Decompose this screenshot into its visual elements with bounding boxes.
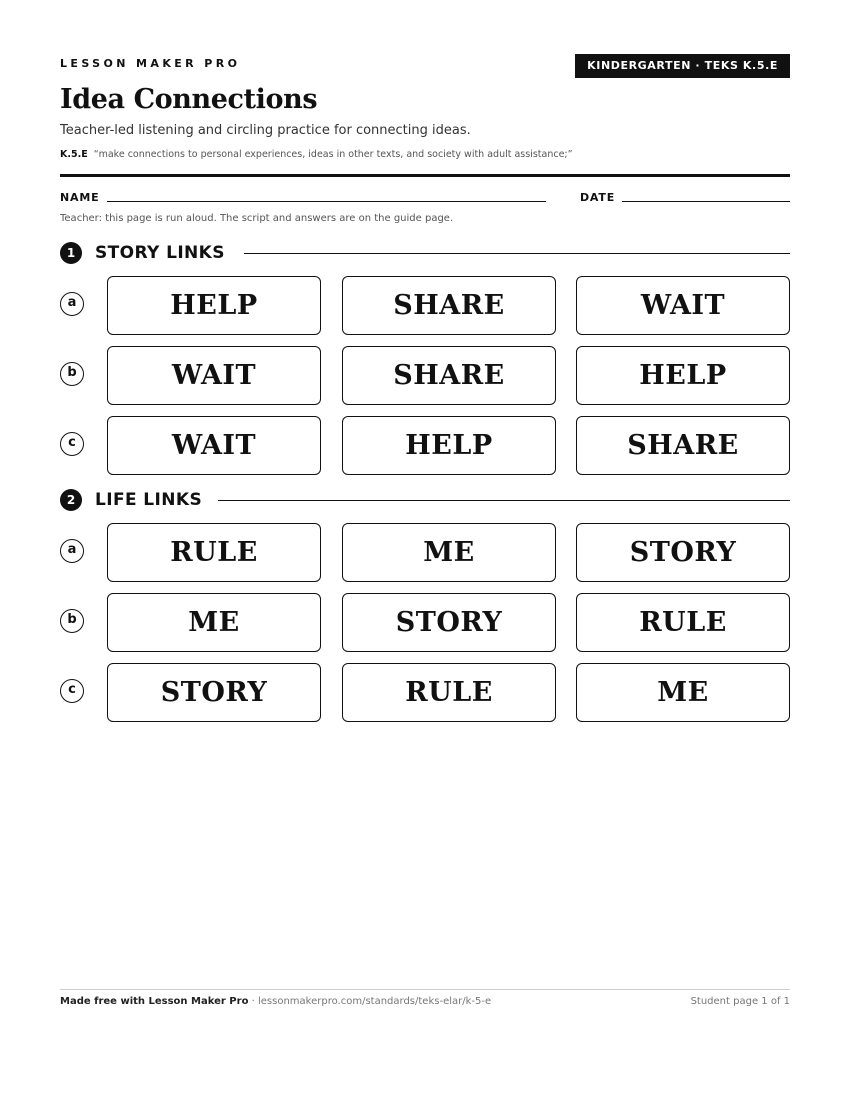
word-choice-box[interactable]: RULE (576, 593, 790, 652)
grade-standard-badge: KINDERGARTEN · TEKS K.5.E (575, 54, 790, 78)
page-title: Idea Connections (60, 84, 318, 115)
date-field[interactable] (622, 201, 790, 202)
word-choice-box[interactable]: HELP (576, 346, 790, 405)
name-date-row (60, 191, 790, 205)
answer-row (60, 523, 790, 583)
footer-separator: · (248, 996, 258, 1007)
standard-statement (60, 149, 573, 160)
word-choice-box[interactable]: STORY (342, 593, 556, 652)
footer-url[interactable]: lessonmakerpro.com/standards/teks-elar/k-5-e (257, 996, 492, 1007)
page-subtitle: Teacher-led listening and circling practice for connecting ideas. (60, 123, 471, 138)
brand-name: LESSON MAKER PRO (60, 57, 241, 70)
answer-row (60, 416, 790, 476)
word-choice-box[interactable]: WAIT (107, 346, 321, 405)
row-letter-marker: c (60, 432, 84, 456)
footer-page-label: Student page 1 of 1 (690, 996, 790, 1007)
section-title: STORY LINKS (95, 243, 225, 263)
word-choice-box[interactable]: HELP (107, 276, 321, 335)
word-choice-box[interactable]: RULE (107, 523, 321, 582)
answer-row (60, 593, 790, 653)
section-title: LIFE LINKS (95, 490, 203, 510)
section-divider (218, 500, 790, 501)
answer-row (60, 346, 790, 406)
word-choice-box[interactable]: STORY (576, 523, 790, 582)
footer-credit (60, 996, 491, 1007)
word-choice-box[interactable]: ME (576, 663, 790, 722)
row-letter-marker: a (60, 292, 84, 316)
row-letter-marker: b (60, 609, 84, 633)
standard-text: “make connections to personal experiences, ideas in other texts, and society with adult assistance;” (93, 149, 573, 160)
date-label: DATE (580, 191, 616, 204)
word-choice-box[interactable]: SHARE (342, 276, 556, 335)
answer-row (60, 276, 790, 336)
row-letter-marker: c (60, 679, 84, 703)
word-choice-box[interactable]: STORY (107, 663, 321, 722)
row-letter-marker: b (60, 362, 84, 386)
word-choice-box[interactable]: WAIT (576, 276, 790, 335)
answer-row (60, 663, 790, 723)
section-header (60, 488, 790, 510)
footer-made-with: Made free with Lesson Maker Pro (60, 996, 249, 1007)
section-number-badge: 1 (60, 242, 82, 264)
section-divider (244, 253, 790, 254)
word-choice-box[interactable]: ME (107, 593, 321, 652)
teacher-note: Teacher: this page is run aloud. The script and answers are on the guide page. (60, 213, 454, 224)
standard-code: K.5.E (60, 149, 88, 160)
footer-divider (60, 989, 790, 990)
row-letter-marker: a (60, 539, 84, 563)
name-field[interactable] (107, 201, 546, 202)
word-choice-box[interactable]: RULE (342, 663, 556, 722)
section-header (60, 241, 790, 263)
word-choice-box[interactable]: ME (342, 523, 556, 582)
section-number-badge: 2 (60, 489, 82, 511)
worksheet-page (60, 0, 790, 1100)
word-choice-box[interactable]: SHARE (576, 416, 790, 475)
word-choice-box[interactable]: WAIT (107, 416, 321, 475)
word-choice-box[interactable]: HELP (342, 416, 556, 475)
name-label: NAME (60, 191, 100, 204)
header-divider (60, 174, 790, 177)
word-choice-box[interactable]: SHARE (342, 346, 556, 405)
